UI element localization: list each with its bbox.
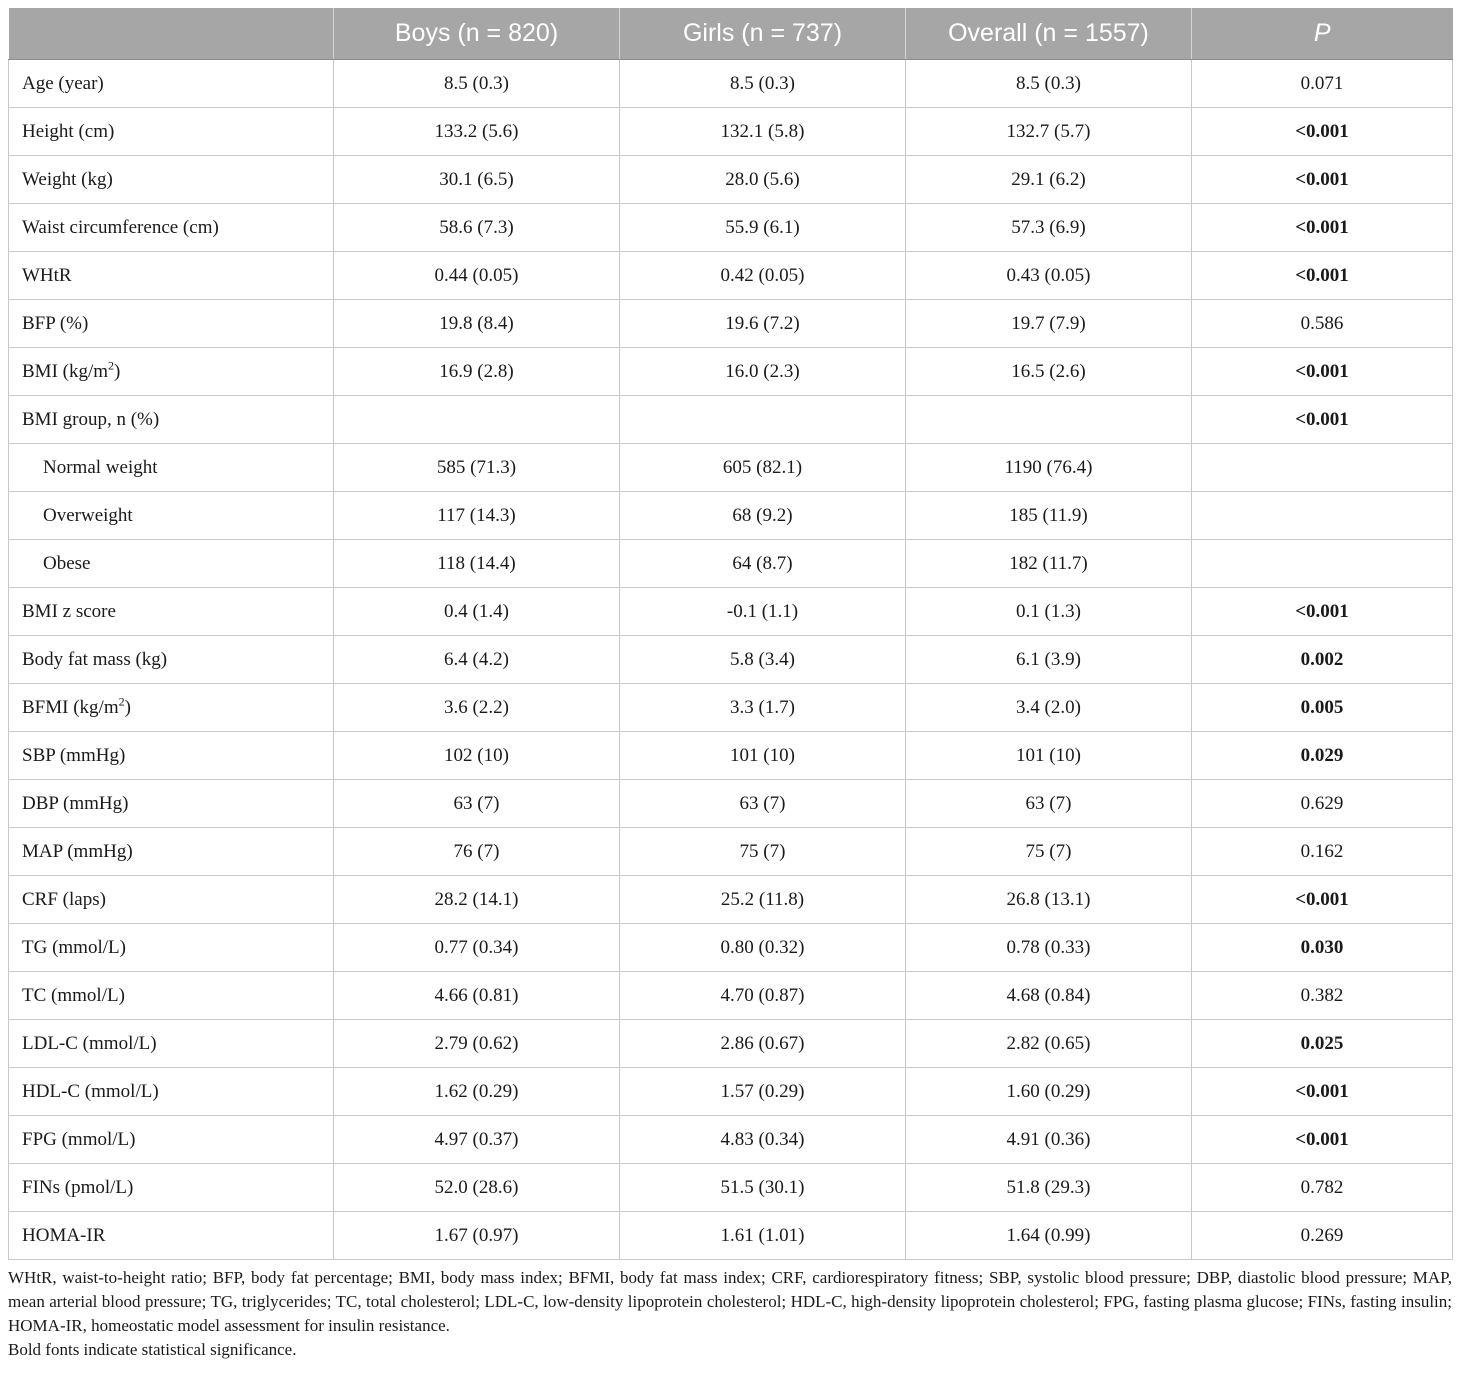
cell-girls: 605 (82.1) [620,444,906,492]
row-label-text: CRF (laps) [22,888,106,910]
row-label-superscript: 2 [108,358,115,373]
row-label-text: Overweight [43,504,133,526]
cell-p-value: <0.001 [1192,876,1453,924]
cell-overall: 63 (7) [906,780,1192,828]
cell-boys: 4.97 (0.37) [334,1116,620,1164]
row-label [9,588,334,636]
row-label-text: Waist circumference (cm) [22,216,219,238]
header-girls: Girls (n = 737) [620,8,906,60]
table-row [9,252,1453,300]
cell-boys: 52.0 (28.6) [334,1164,620,1212]
cell-p-value: 0.382 [1192,972,1453,1020]
header-boys: Boys (n = 820) [334,8,620,60]
cell-overall: 75 (7) [906,828,1192,876]
cell-p-value: 0.162 [1192,828,1453,876]
row-label-text: Height (cm) [22,120,115,142]
row-label-text: HDL-C (mmol/L) [22,1080,159,1102]
row-label [9,540,334,588]
cell-boys: 19.8 (8.4) [334,300,620,348]
cell-girls: 51.5 (30.1) [620,1164,906,1212]
cell-p-value: 0.005 [1192,684,1453,732]
cell-girls: 4.83 (0.34) [620,1116,906,1164]
row-label-suffix: ) [114,360,121,382]
row-label [9,924,334,972]
row-label-text: BMI group, n (%) [22,408,160,430]
cell-p-value [1192,540,1453,588]
row-label-text: BFP (%) [22,312,89,334]
cell-p-value: <0.001 [1192,588,1453,636]
cell-boys: 1.62 (0.29) [334,1068,620,1116]
row-label-text: Weight (kg) [22,168,113,190]
table-row [9,636,1453,684]
row-label [9,1164,334,1212]
table-row [9,156,1453,204]
row-label [9,108,334,156]
cell-overall: 0.78 (0.33) [906,924,1192,972]
row-label [9,732,334,780]
cell-p-value: <0.001 [1192,1068,1453,1116]
cell-girls: 19.6 (7.2) [620,300,906,348]
cell-p-value: 0.629 [1192,780,1453,828]
cell-girls: 101 (10) [620,732,906,780]
cell-girls: 5.8 (3.4) [620,636,906,684]
cell-overall: 132.7 (5.7) [906,108,1192,156]
cell-girls: 25.2 (11.8) [620,876,906,924]
row-label-superscript: 2 [118,694,125,709]
table-row [9,924,1453,972]
cell-overall: 16.5 (2.6) [906,348,1192,396]
cell-overall: 182 (11.7) [906,540,1192,588]
table-row [9,1116,1453,1164]
cell-boys: 0.77 (0.34) [334,924,620,972]
table-row [9,492,1453,540]
row-label [9,876,334,924]
cell-boys: 58.6 (7.3) [334,204,620,252]
table-row [9,60,1453,108]
row-label [9,156,334,204]
cell-p-value [1192,444,1453,492]
cell-overall: 1190 (76.4) [906,444,1192,492]
cell-p-value: <0.001 [1192,204,1453,252]
cell-overall: 1.64 (0.99) [906,1212,1192,1260]
row-label [9,636,334,684]
row-label-text: Obese [43,552,91,574]
row-label [9,828,334,876]
table-row [9,444,1453,492]
cell-overall: 185 (11.9) [906,492,1192,540]
cell-boys: 3.6 (2.2) [334,684,620,732]
header-variable [9,8,334,60]
table-row [9,1164,1453,1212]
table-row [9,204,1453,252]
row-label-text: FINs (pmol/L) [22,1176,134,1198]
cell-girls: 68 (9.2) [620,492,906,540]
table-row [9,1068,1453,1116]
row-label [9,348,334,396]
cell-boys: 102 (10) [334,732,620,780]
cell-girls: 8.5 (0.3) [620,60,906,108]
header-row [9,8,1453,60]
cell-girls: 4.70 (0.87) [620,972,906,1020]
cell-p-value: 0.025 [1192,1020,1453,1068]
characteristics-table [8,8,1453,1260]
cell-p-value: 0.586 [1192,300,1453,348]
row-label-text: LDL-C (mmol/L) [22,1032,157,1054]
cell-boys: 133.2 (5.6) [334,108,620,156]
cell-boys: 0.44 (0.05) [334,252,620,300]
row-label [9,444,334,492]
row-label [9,780,334,828]
row-label-text: DBP (mmHg) [22,792,129,814]
cell-overall [906,396,1192,444]
row-label-text: Age (year) [22,72,104,94]
cell-boys: 63 (7) [334,780,620,828]
row-label [9,492,334,540]
cell-p-value: <0.001 [1192,156,1453,204]
footnote-abbreviations: WHtR, waist-to-height ratio; BFP, body fat percentage; BMI, body mass index; BFMI, body fat mass index; CRF, cardiorespiratory fitness; SBP, systolic blood pressure; DBP, diastolic blood pressure; MAP, mean arterial blood pressure; TG, triglycerides; TC, total cholesterol; LDL-C, low-density lipoprotein cholesterol; HDL-C, high-density lipoprotein cholesterol; FPG, fasting plasma glucose; FINs, fasting insulin; HOMA-IR, homeostatic model assessment for insulin resistance. [8,1268,1452,1335]
cell-girls: 3.3 (1.7) [620,684,906,732]
row-label [9,396,334,444]
table-row [9,972,1453,1020]
table-row [9,876,1453,924]
row-label [9,972,334,1020]
cell-girls: 28.0 (5.6) [620,156,906,204]
row-label [9,1068,334,1116]
cell-boys: 117 (14.3) [334,492,620,540]
cell-girls: 132.1 (5.8) [620,108,906,156]
cell-overall: 3.4 (2.0) [906,684,1192,732]
cell-girls: 64 (8.7) [620,540,906,588]
cell-boys: 30.1 (6.5) [334,156,620,204]
row-label [9,252,334,300]
cell-overall: 51.8 (29.3) [906,1164,1192,1212]
cell-p-value: 0.002 [1192,636,1453,684]
cell-boys: 8.5 (0.3) [334,60,620,108]
row-label-text: MAP (mmHg) [22,840,133,862]
footnote-significance: Bold fonts indicate statistical significance. [8,1340,297,1359]
row-label [9,300,334,348]
row-label-text: HOMA-IR [22,1224,106,1246]
cell-girls: 1.61 (1.01) [620,1212,906,1260]
cell-overall: 0.43 (0.05) [906,252,1192,300]
cell-girls: -0.1 (1.1) [620,588,906,636]
cell-overall: 6.1 (3.9) [906,636,1192,684]
cell-overall: 4.68 (0.84) [906,972,1192,1020]
table-row [9,732,1453,780]
cell-p-value: <0.001 [1192,108,1453,156]
table-row [9,588,1453,636]
cell-boys: 585 (71.3) [334,444,620,492]
row-label [9,60,334,108]
cell-boys: 1.67 (0.97) [334,1212,620,1260]
row-label-text: SBP (mmHg) [22,744,126,766]
cell-p-value: <0.001 [1192,396,1453,444]
cell-boys [334,396,620,444]
cell-p-value [1192,492,1453,540]
cell-p-value: <0.001 [1192,1116,1453,1164]
cell-boys: 76 (7) [334,828,620,876]
row-label-text: FPG (mmol/L) [22,1128,136,1150]
cell-boys: 0.4 (1.4) [334,588,620,636]
cell-overall: 19.7 (7.9) [906,300,1192,348]
cell-p-value: <0.001 [1192,252,1453,300]
cell-p-value: 0.269 [1192,1212,1453,1260]
table-footnote [8,1266,1452,1362]
cell-girls: 16.0 (2.3) [620,348,906,396]
row-label-text: Body fat mass (kg) [22,648,168,670]
table-row [9,780,1453,828]
row-label [9,1020,334,1068]
table-row [9,540,1453,588]
table-row [9,1212,1453,1260]
cell-boys: 118 (14.4) [334,540,620,588]
table-row [9,108,1453,156]
cell-overall: 2.82 (0.65) [906,1020,1192,1068]
row-label-text: BMI (kg/m [22,360,109,382]
cell-overall: 0.1 (1.3) [906,588,1192,636]
row-label [9,684,334,732]
table-row [9,684,1453,732]
cell-overall: 29.1 (6.2) [906,156,1192,204]
cell-boys: 2.79 (0.62) [334,1020,620,1068]
row-label-text: BMI z score [22,600,116,622]
table-row [9,1020,1453,1068]
row-label [9,1212,334,1260]
cell-overall: 1.60 (0.29) [906,1068,1192,1116]
cell-girls [620,396,906,444]
table-container [8,8,1452,1362]
cell-p-value: 0.029 [1192,732,1453,780]
row-label-text: Normal weight [43,456,158,478]
row-label-text: TG (mmol/L) [22,936,126,958]
cell-p-value: 0.071 [1192,60,1453,108]
table-header [9,8,1453,60]
cell-girls: 0.80 (0.32) [620,924,906,972]
table-row [9,300,1453,348]
cell-p-value: 0.782 [1192,1164,1453,1212]
cell-p-value: 0.030 [1192,924,1453,972]
row-label-text: TC (mmol/L) [22,984,125,1006]
row-label [9,204,334,252]
cell-overall: 57.3 (6.9) [906,204,1192,252]
header-overall: Overall (n = 1557) [906,8,1192,60]
row-label [9,1116,334,1164]
row-label-suffix: ) [124,696,131,718]
table-row [9,828,1453,876]
cell-p-value: <0.001 [1192,348,1453,396]
row-label-text: BFMI (kg/m [22,696,119,718]
header-p-value: P [1192,8,1453,60]
cell-girls: 63 (7) [620,780,906,828]
table-row [9,348,1453,396]
cell-overall: 8.5 (0.3) [906,60,1192,108]
cell-boys: 16.9 (2.8) [334,348,620,396]
cell-girls: 55.9 (6.1) [620,204,906,252]
row-label-text: WHtR [22,264,72,286]
cell-overall: 4.91 (0.36) [906,1116,1192,1164]
cell-overall: 26.8 (13.1) [906,876,1192,924]
cell-boys: 4.66 (0.81) [334,972,620,1020]
cell-girls: 0.42 (0.05) [620,252,906,300]
table-body [9,60,1453,1260]
cell-overall: 101 (10) [906,732,1192,780]
table-row [9,396,1453,444]
cell-girls: 1.57 (0.29) [620,1068,906,1116]
cell-girls: 75 (7) [620,828,906,876]
cell-girls: 2.86 (0.67) [620,1020,906,1068]
cell-boys: 6.4 (4.2) [334,636,620,684]
cell-boys: 28.2 (14.1) [334,876,620,924]
